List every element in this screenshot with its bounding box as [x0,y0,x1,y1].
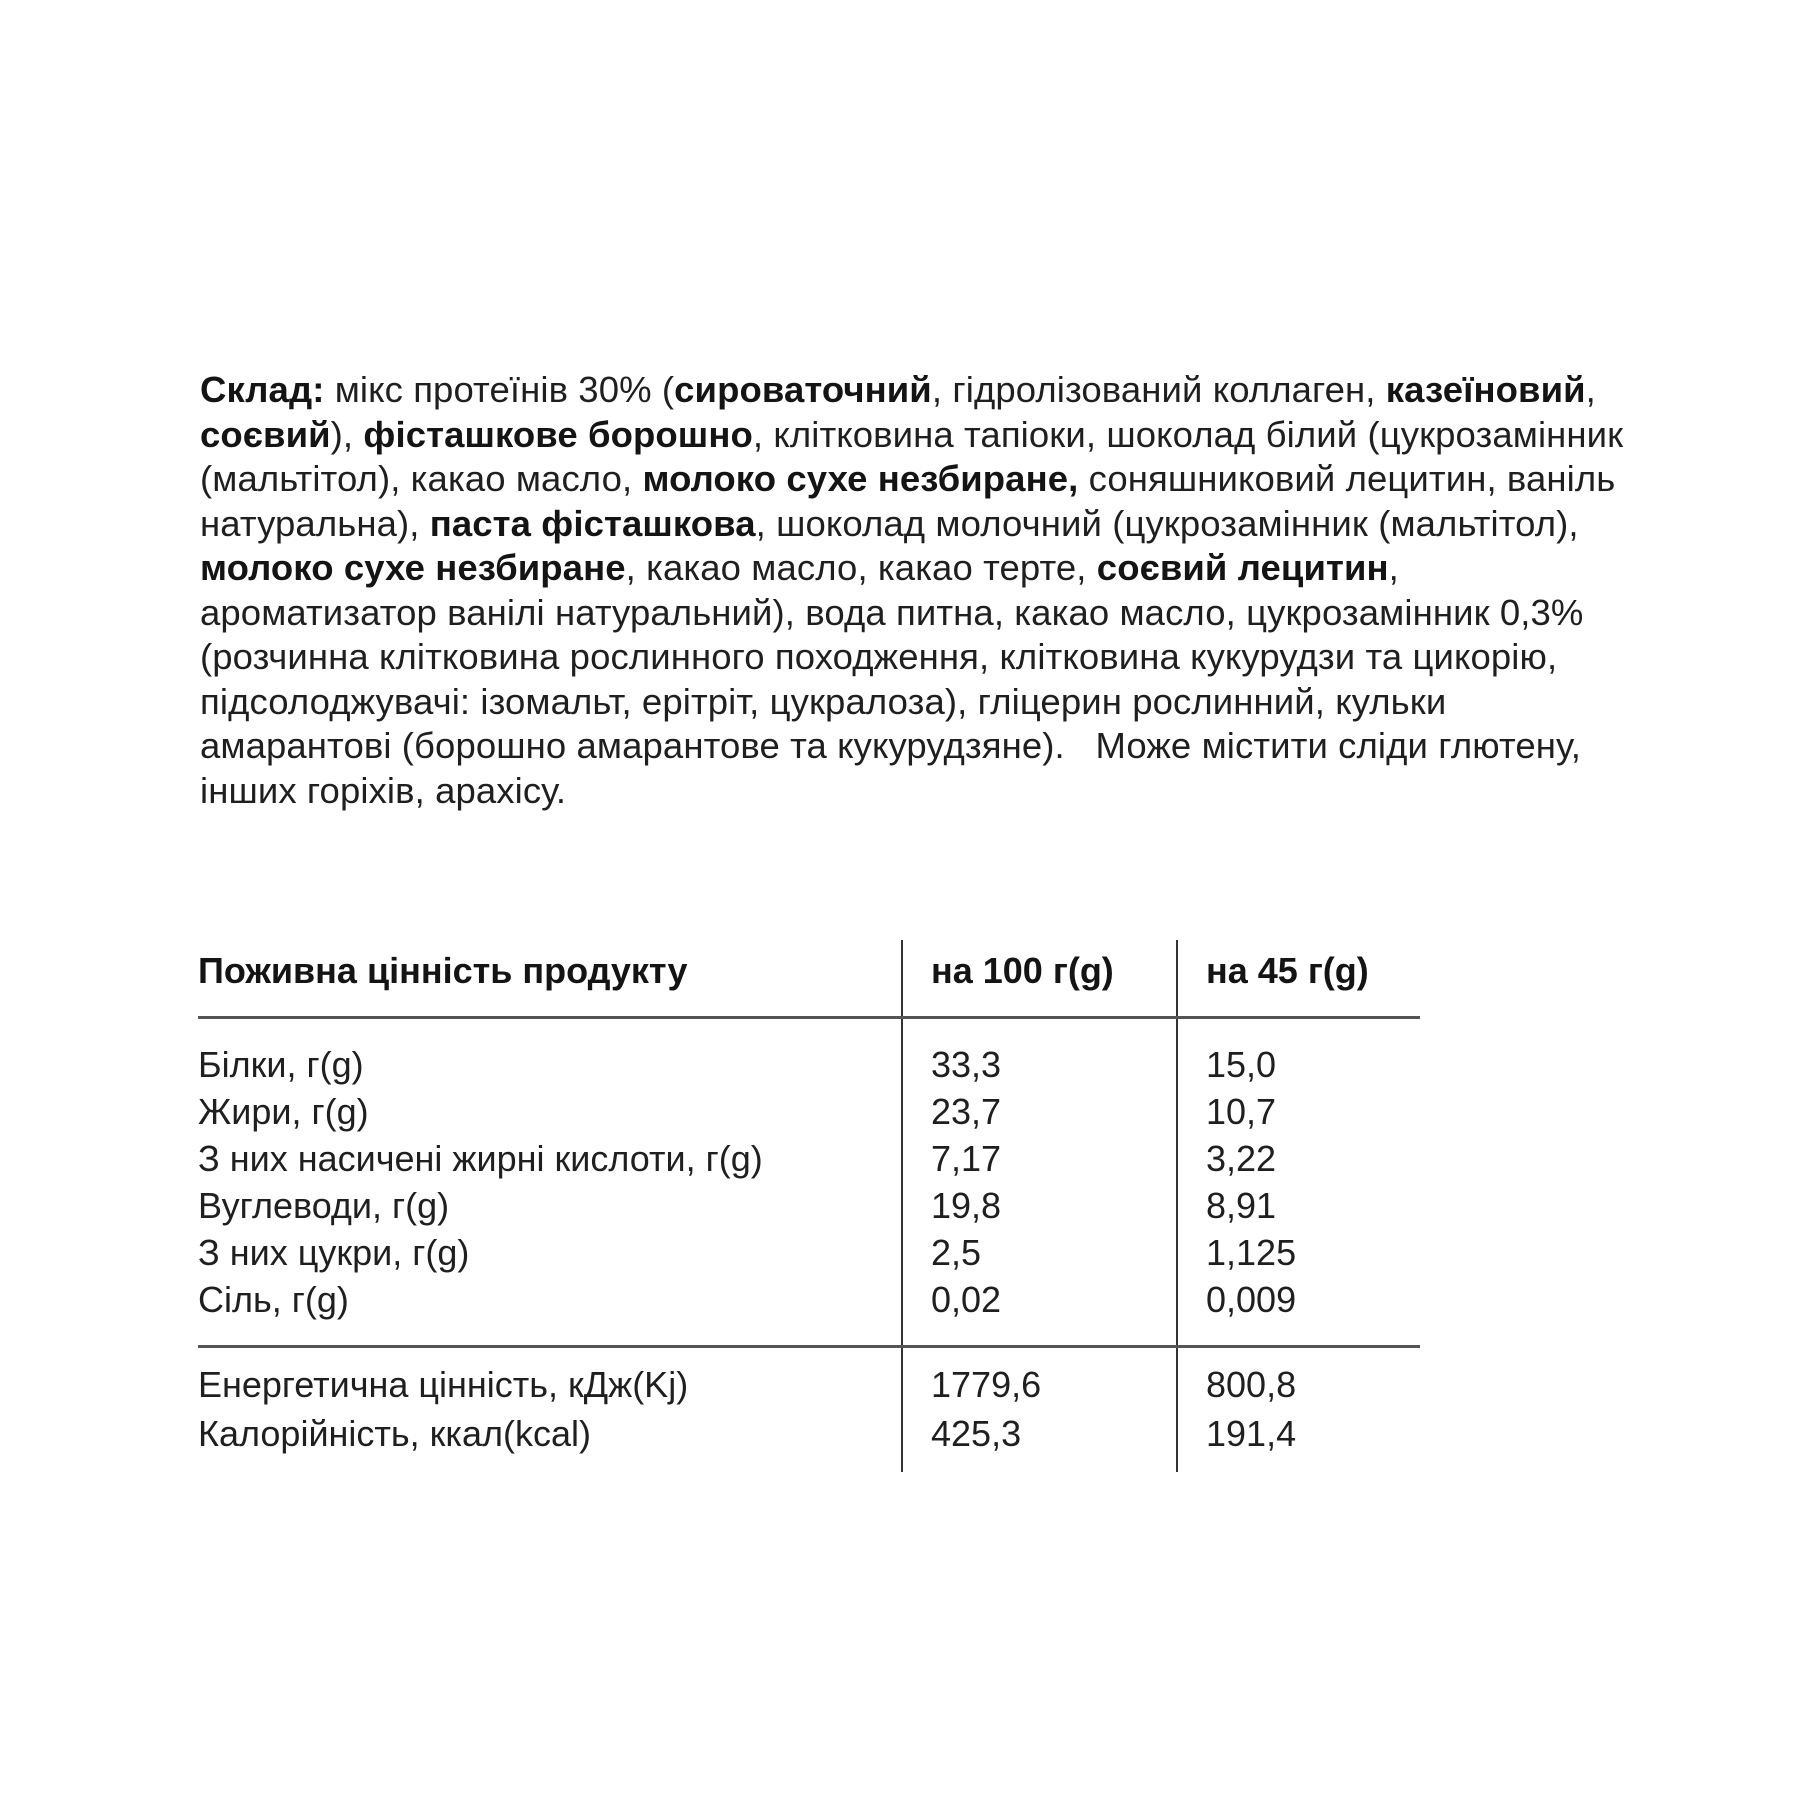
nutrient-name: Білки, г(g) [198,1043,364,1085]
composition-segment: соняшниковий лецитин, ваніль натуральна), [200,458,1616,544]
nutrient-name: Сіль, г(g) [198,1278,349,1320]
composition-segment-bold: паста фісташкова [429,502,756,544]
value-per-45g: 191,4 [1177,1408,1420,1472]
value-per-45g: 10,7 [1177,1088,1420,1135]
composition-segment-bold: сироваточний [674,369,932,410]
nutrient-name: З них цукри, г(g) [198,1231,470,1273]
table-row [198,1018,1420,1089]
composition-segment: , [1585,369,1596,410]
nutrition-header-row [198,940,1420,1018]
composition-segment: , клітковина тапіоки, шоколад білий (цукрозамінник (мальтітол), какао масло, [200,413,1624,499]
value-per-100g: 1779,6 [902,1347,1177,1409]
composition-segment-bold: соєвий [200,413,331,455]
value-per-45g: 0,009 [1177,1276,1420,1347]
nutrient-name: З них насичені жирні кислоти, г(g) [198,1137,763,1179]
nutrient-name: Енергетична цінність, кДж(Kj) [198,1347,902,1409]
table-row [198,1182,1420,1229]
composition-segment: ), [330,413,364,455]
composition-segment-bold: молоко сухе незбиране [200,547,626,588]
composition-segment: мікс протеїнів 30% ( [324,369,675,410]
value-per-100g: 19,8 [902,1182,1177,1229]
value-per-100g: 425,3 [902,1408,1177,1472]
value-per-45g: 800,8 [1177,1347,1420,1409]
value-per-100g: 2,5 [902,1229,1177,1276]
composition-segment-bold: казеїновий [1385,369,1586,410]
table-row [198,1276,1420,1347]
value-per-100g: 7,17 [902,1135,1177,1182]
table-row [198,1088,1420,1135]
composition-paragraph [200,368,1640,813]
header-nutrient: Поживна цінність продукту [198,940,902,1018]
value-per-45g: 3,22 [1177,1135,1420,1182]
composition-segment-bold: фісташкове борошно [363,413,753,455]
composition-segment-bold: соєвий лецитин [1096,547,1389,588]
value-per-100g: 0,02 [902,1276,1177,1347]
composition-segment-bold: молоко сухе незбиране, [642,458,1079,499]
composition-segment: , ароматизатор ванілі натуральний), вода питна, какао масло, цукрозамінник 0,3% (розчинна клітковина рослинного походження, клітковина кукурудзи та цикорію, підсолоджувачі: ізомальт, ерітріт, цукралоза), гліцерин рослинний, кульки амарантові (борошно амарантове та кукурудзяне). Може містити сліди глютену, інших горіхів, арахісу. [200,547,1594,811]
header-per-100g: на 100 г(g) [902,940,1177,1018]
value-per-100g: 33,3 [902,1018,1177,1089]
value-per-45g: 1,125 [1177,1229,1420,1276]
value-per-45g: 15,0 [1177,1018,1420,1089]
header-per-45g: на 45 г(g) [1177,940,1420,1018]
composition-segment: , какао масло, какао терте, [625,547,1097,588]
value-per-100g: 23,7 [902,1088,1177,1135]
nutrient-name: Калорійність, ккал(kcal) [198,1413,591,1454]
table-row [198,1135,1420,1182]
nutrient-name: Вуглеводи, г(g) [198,1184,450,1226]
composition-segment: , гідролізований коллаген, [931,369,1386,410]
value-per-45g: 8,91 [1177,1182,1420,1229]
energy-row [198,1347,1420,1409]
table-row [198,1229,1420,1276]
composition-label: Склад: [200,369,325,410]
calories-row [198,1408,1420,1472]
nutrition-table [198,940,1420,1472]
nutrient-name: Жири, г(g) [198,1090,369,1132]
composition-segment: , шоколад молочний (цукрозамінник (мальтітол), [755,502,1579,544]
